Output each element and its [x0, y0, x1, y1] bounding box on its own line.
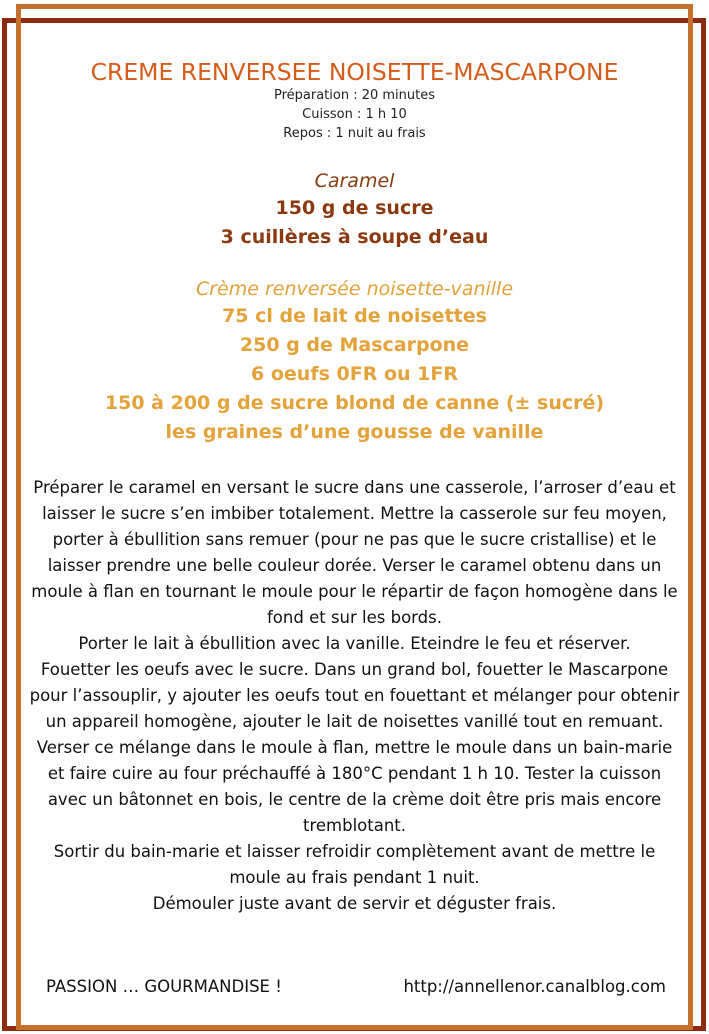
instructions	[28, 475, 681, 917]
caramel-heading: Caramel	[314, 170, 395, 192]
instruction-paragraph: Fouetter les oeufs avec le sucre. Dans un grand bol, fouetter le Mascarpone pour l’assouplir, y ajouter les oeufs tout en fouettant et mélanger pour obtenir un appareil homogène, ajouter le lait de noisettes vanillé tout en remuant. Verser ce mélange dans le moule à flan, mettre le moule dans un bain-marie et faire cuire au four préchauffé à 180°C pendant 1 h 10. Tester la cuisson avec un bâtonnet en bois, le centre de la crème doit être pris mais encore tremblotant.	[29, 660, 680, 835]
ingredient-item: 150 g de sucre	[275, 197, 434, 219]
creme-section	[28, 276, 681, 447]
ingredient-item: 6 oeufs 0FR ou 1FR	[251, 363, 458, 385]
recipe-title: CREME RENVERSEE NOISETTE-MASCARPONE	[90, 58, 619, 86]
footer-slogan: PASSION … GOURMANDISE !	[46, 977, 282, 996]
recipe-card	[28, 50, 681, 917]
instruction-paragraph: Démouler juste avant de servir et déguster frais.	[152, 894, 557, 913]
blog-url-link[interactable]: http://annellenor.canalblog.com	[403, 977, 666, 996]
instruction-paragraph: Sortir du bain-marie et laisser refroidir complètement avant de mettre le moule au frais pendant 1 nuit.	[53, 842, 656, 887]
instruction-paragraph: Préparer le caramel en versant le sucre dans une casserole, l’arroser d’eau et laisser le sucre s’en imbiber totalement. Mettre la casserole sur feu moyen, porter à ébullition sans remuer (pour ne pas que le sucre cristallise) et le laisser prendre une belle couleur dorée. Verser le caramel obtenu dans un moule à flan en tournant le moule pour le répartir de façon homogène dans le fond et sur les bords.	[31, 478, 678, 627]
recipe-meta	[28, 86, 681, 143]
instruction-paragraph: Porter le lait à ébullition avec la vanille. Eteindre le feu et réserver.	[78, 634, 631, 653]
caramel-section	[28, 168, 681, 252]
ingredient-item: 75 cl de lait de noisettes	[222, 305, 487, 327]
ingredient-item: 150 à 200 g de sucre blond de canne (± sucré)	[104, 392, 605, 414]
preparation-time: Préparation : 20 minutes	[273, 88, 436, 103]
ingredient-item: 3 cuillères à soupe d’eau	[220, 226, 489, 248]
resting-time: Repos : 1 nuit au frais	[283, 126, 426, 141]
ingredient-item: 250 g de Mascarpone	[239, 334, 470, 356]
creme-heading: Crème renversée noisette-vanille	[195, 278, 514, 300]
footer	[46, 977, 666, 1001]
ingredient-item: les graines d’une gousse de vanille	[165, 421, 544, 443]
cooking-time: Cuisson : 1 h 10	[302, 107, 407, 122]
